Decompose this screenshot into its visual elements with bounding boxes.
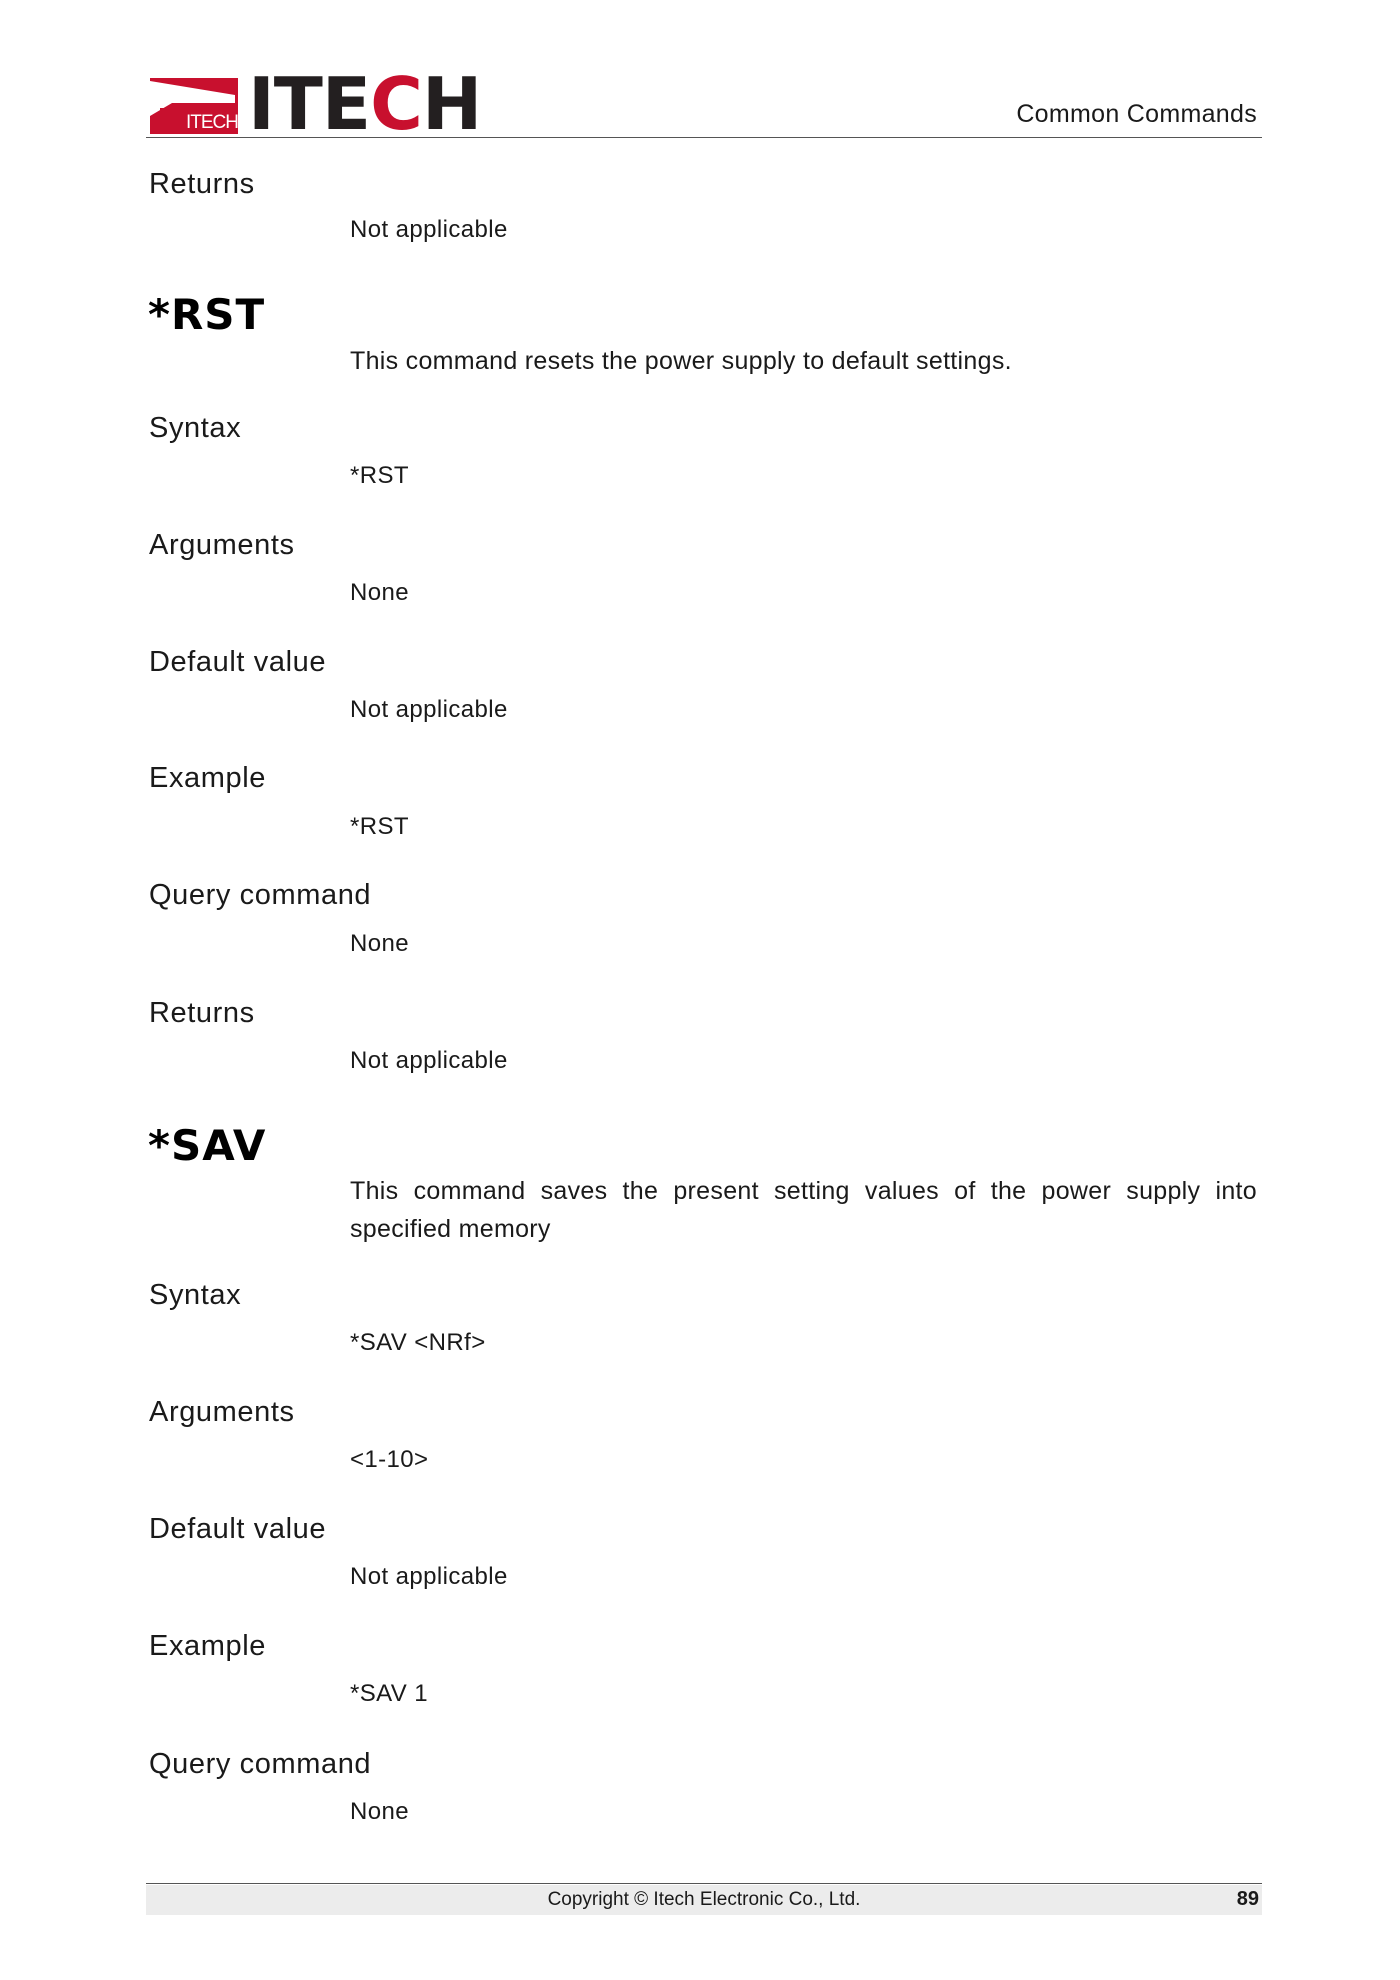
rst-syntax-value: *RST [350,462,409,489]
returns-value: Not applicable [350,216,508,243]
sav-syntax-value: *SAV <NRf> [350,1329,486,1356]
sav-description: This command saves the present setting values of the power supply into specified memory [350,1177,1257,1243]
logo-mark-text: ITECH [186,112,238,133]
sav-arguments-label: Arguments [149,1396,295,1428]
sav-default-label: Default value [149,1513,327,1545]
sav-example-value: *SAV 1 [350,1680,428,1707]
itech-logo [150,62,482,146]
logo-mark-icon [150,78,238,134]
footer-copyright: Copyright © Itech Electronic Co., Ltd. [547,1889,861,1910]
logo-wordmark: ITECH [248,62,482,146]
rst-command-heading: *RST [148,290,266,339]
page-number: 89 [1236,1888,1259,1910]
rst-returns-label: Returns [149,997,255,1029]
rst-syntax-label: Syntax [149,412,242,444]
rst-returns-value: Not applicable [350,1047,508,1074]
rst-description: This command resets the power supply to default settings. [350,347,1012,375]
header-divider [146,137,1262,138]
rst-query-label: Query command [149,879,372,911]
rst-arguments-value: None [350,579,409,606]
sav-query-value: None [350,1798,409,1825]
rst-example-value: *RST [350,813,409,840]
rst-arguments-label: Arguments [149,529,295,561]
sav-example-label: Example [149,1630,267,1662]
rst-example-label: Example [149,762,267,794]
sav-syntax-label: Syntax [149,1279,242,1311]
sav-default-value: Not applicable [350,1563,508,1590]
rst-default-value: Not applicable [350,696,508,723]
sav-command-heading: *SAV [148,1121,267,1170]
rst-query-value: None [350,930,409,957]
section-title: Common Commands [1016,100,1257,128]
rst-default-label: Default value [149,646,327,678]
sav-arguments-value: <1-10> [350,1446,429,1473]
returns-label: Returns [149,168,255,200]
sav-query-label: Query command [149,1748,372,1780]
footer-divider [146,1883,1262,1884]
